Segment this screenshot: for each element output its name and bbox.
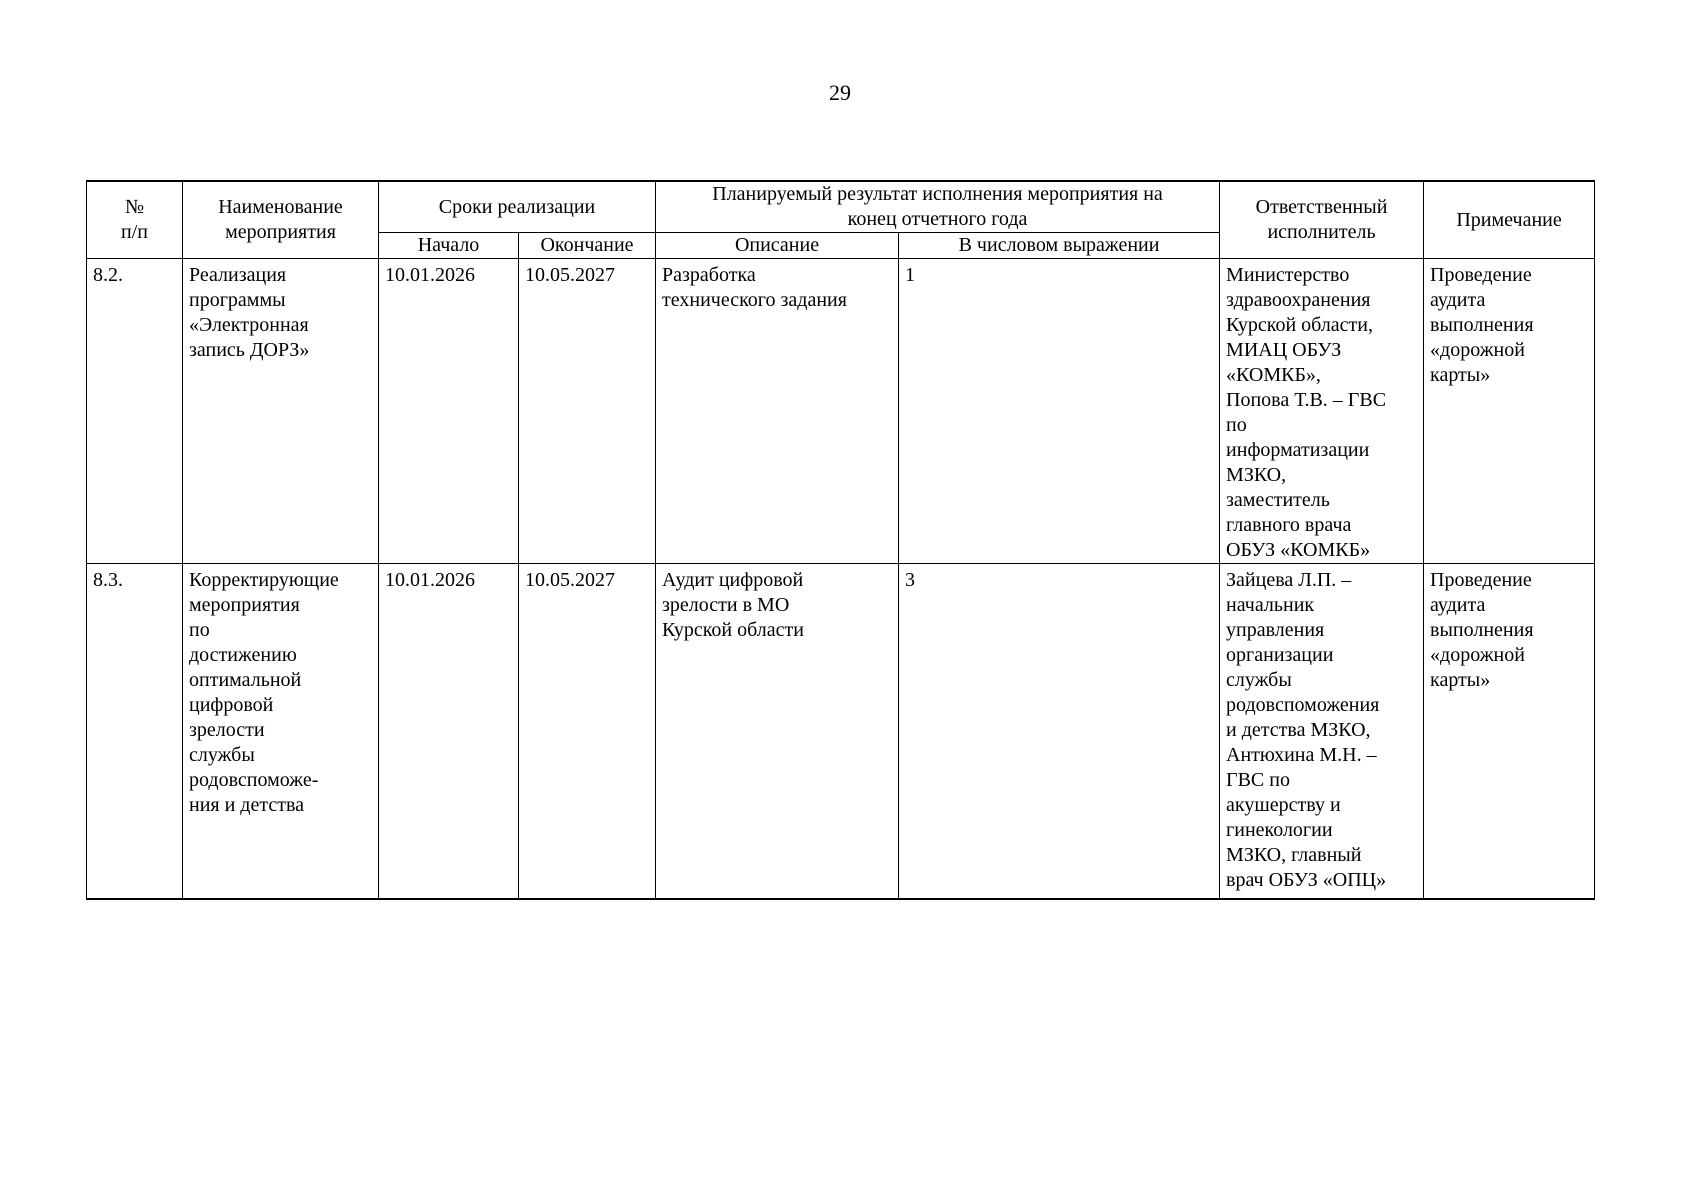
table-row bbox=[87, 259, 1595, 564]
table-row bbox=[87, 564, 1595, 900]
row-description: Разработка технического задания bbox=[656, 259, 899, 564]
header-num: № п/п bbox=[87, 181, 183, 259]
row-description: Аудит цифровой зрелости в МО Курской области bbox=[656, 564, 899, 900]
row-value: 3 bbox=[899, 564, 1220, 900]
header-note: Примечание bbox=[1424, 181, 1595, 259]
row-note: Проведение аудита выполнения «дорожной карты» bbox=[1424, 259, 1595, 564]
row-note: Проведение аудита выполнения «дорожной карты» bbox=[1424, 564, 1595, 900]
row-value: 1 bbox=[899, 259, 1220, 564]
header-end: Окончание bbox=[519, 233, 656, 259]
row-start: 10.01.2026 bbox=[379, 564, 519, 900]
plan-table bbox=[86, 180, 1595, 900]
header-name: Наименование мероприятия bbox=[183, 181, 379, 259]
header-row-1 bbox=[87, 181, 1595, 233]
row-end: 10.05.2027 bbox=[519, 564, 656, 900]
row-responsible: Зайцева Л.П. – начальник управления организации службы родовспоможения и детства МЗКО, Антюхина М.Н. – ГВС по акушерству и гинекологии МЗКО, главный врач ОБУЗ «ОПЦ» bbox=[1220, 564, 1424, 900]
row-responsible: Министерство здравоохранения Курской области, МИАЦ ОБУЗ «КОМКБ», Попова Т.В. – ГВС по информатизации МЗКО, заместитель главного врача ОБУЗ «КОМКБ» bbox=[1220, 259, 1424, 564]
header-description: Описание bbox=[656, 233, 899, 259]
row-num: 8.3. bbox=[87, 564, 183, 900]
row-end: 10.05.2027 bbox=[519, 259, 656, 564]
header-result: Планируемый результат исполнения мероприятия на конец отчетного года bbox=[656, 181, 1220, 233]
header-numeric: В числовом выражении bbox=[899, 233, 1220, 259]
row-name: Корректирующие мероприятия по достижению оптимальной цифровой зрелости службы родовспоможе- ния и детства bbox=[183, 564, 379, 900]
header-responsible: Ответственный исполнитель bbox=[1220, 181, 1424, 259]
header-start: Начало bbox=[379, 233, 519, 259]
row-start: 10.01.2026 bbox=[379, 259, 519, 564]
row-num: 8.2. bbox=[87, 259, 183, 564]
page-number: 29 bbox=[829, 80, 851, 105]
header-terms: Сроки реализации bbox=[379, 181, 656, 233]
row-name: Реализация программы «Электронная запись ДОРЗ» bbox=[183, 259, 379, 564]
